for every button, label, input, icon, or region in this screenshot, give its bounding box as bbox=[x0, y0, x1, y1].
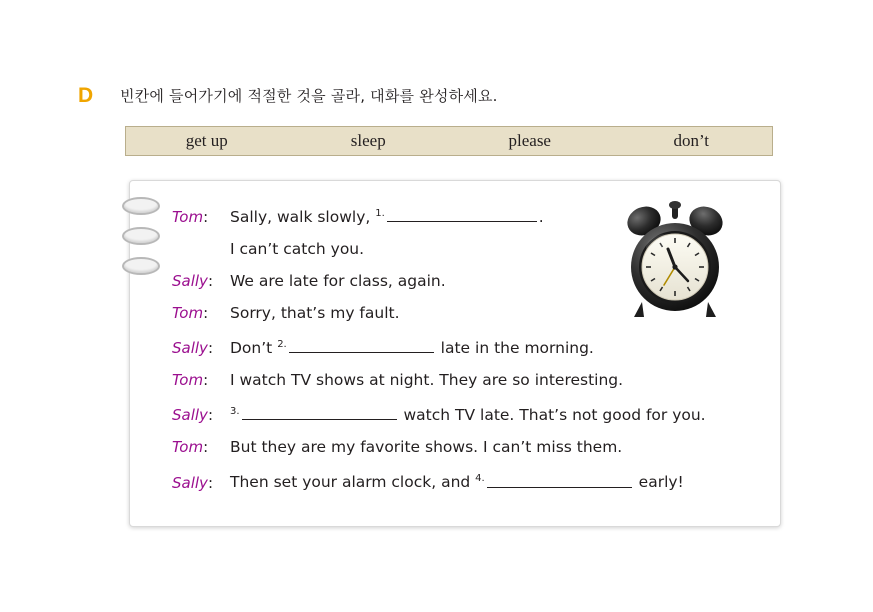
word-bank-item-2[interactable]: sleep bbox=[350, 131, 386, 150]
speaker-label bbox=[172, 438, 230, 456]
word-bank bbox=[125, 126, 773, 156]
speaker-colon: : bbox=[203, 371, 209, 390]
blank-number: 3. bbox=[230, 406, 240, 418]
word-bank-item-3[interactable]: please bbox=[508, 131, 551, 150]
speaker-name: Tom bbox=[172, 438, 204, 457]
speaker-label bbox=[172, 406, 230, 424]
dialogue-text bbox=[230, 468, 684, 493]
dialogue-text bbox=[230, 401, 706, 426]
speaker-name: Tom bbox=[172, 208, 204, 227]
speaker-colon: : bbox=[207, 339, 213, 358]
dialogue-text: I watch TV shows at night. They are so interesting. bbox=[230, 371, 624, 390]
speaker-name: Sally bbox=[172, 339, 208, 358]
speaker-label bbox=[172, 272, 230, 290]
text-before-blank: Then set your alarm clock, and bbox=[230, 473, 471, 492]
dialogue-row bbox=[172, 334, 762, 359]
spiral-ring-icon bbox=[122, 197, 160, 215]
speaker-name: Sally bbox=[172, 473, 208, 492]
alarm-clock-icon bbox=[620, 199, 730, 324]
dialogue-text bbox=[230, 203, 544, 228]
speaker-name: Tom bbox=[172, 304, 204, 323]
blank-number: 2. bbox=[277, 339, 287, 351]
exercise-letter: D bbox=[78, 84, 94, 107]
speaker-name: Tom bbox=[172, 371, 204, 390]
text-before-blank: Sally, walk slowly, bbox=[230, 208, 371, 227]
answer-blank-3[interactable] bbox=[242, 404, 397, 420]
dialogue-row bbox=[172, 401, 762, 426]
word-bank-item-1[interactable]: get up bbox=[185, 131, 228, 150]
dialogue-row bbox=[172, 468, 762, 493]
dialogue-text bbox=[230, 334, 594, 359]
speaker-colon: : bbox=[203, 208, 209, 227]
text-before-blank: Don’t bbox=[230, 339, 273, 358]
exercise-instruction: 빈칸에 들어가기에 적절한 것을 골라, 대화를 완성하세요. bbox=[120, 87, 498, 105]
text-after-blank: late in the morning. bbox=[440, 339, 594, 358]
speaker-label bbox=[172, 304, 230, 322]
blank-number: 1. bbox=[375, 208, 385, 219]
answer-blank-1[interactable] bbox=[387, 206, 537, 222]
dialogue-row bbox=[172, 436, 762, 458]
dialogue-row bbox=[172, 369, 762, 391]
speaker-colon: : bbox=[203, 304, 209, 323]
speaker-name: Sally bbox=[172, 406, 208, 425]
text-after-blank: watch TV late. That’s not good for you. bbox=[403, 406, 706, 425]
speaker-label bbox=[172, 371, 230, 389]
text-after-blank: early! bbox=[638, 473, 684, 492]
dialogue-card bbox=[129, 180, 781, 527]
dialogue-text: I can’t catch you. bbox=[230, 240, 365, 259]
spiral-ring-icon bbox=[122, 227, 160, 245]
answer-blank-4[interactable] bbox=[487, 472, 632, 488]
speaker-label bbox=[172, 474, 230, 492]
dialogue-text: We are late for class, again. bbox=[230, 272, 446, 291]
speaker-colon: : bbox=[203, 438, 209, 457]
spiral-ring-icon bbox=[122, 257, 160, 275]
speaker-colon: : bbox=[207, 272, 213, 291]
speaker-colon: : bbox=[207, 406, 213, 425]
blank-number: 4. bbox=[475, 473, 485, 485]
speaker-label bbox=[172, 208, 230, 226]
answer-blank-2[interactable] bbox=[289, 337, 434, 353]
dialogue-text: Sorry, that’s my fault. bbox=[230, 304, 400, 323]
dialogue-text: But they are my favorite shows. I can’t miss them. bbox=[230, 438, 623, 457]
text-after-blank: . bbox=[538, 208, 544, 227]
speaker-name: Sally bbox=[172, 272, 208, 291]
exercise-heading bbox=[78, 84, 498, 108]
speaker-label bbox=[172, 339, 230, 357]
word-bank-item-4[interactable]: don’t bbox=[673, 131, 710, 150]
speaker-colon: : bbox=[207, 473, 213, 492]
